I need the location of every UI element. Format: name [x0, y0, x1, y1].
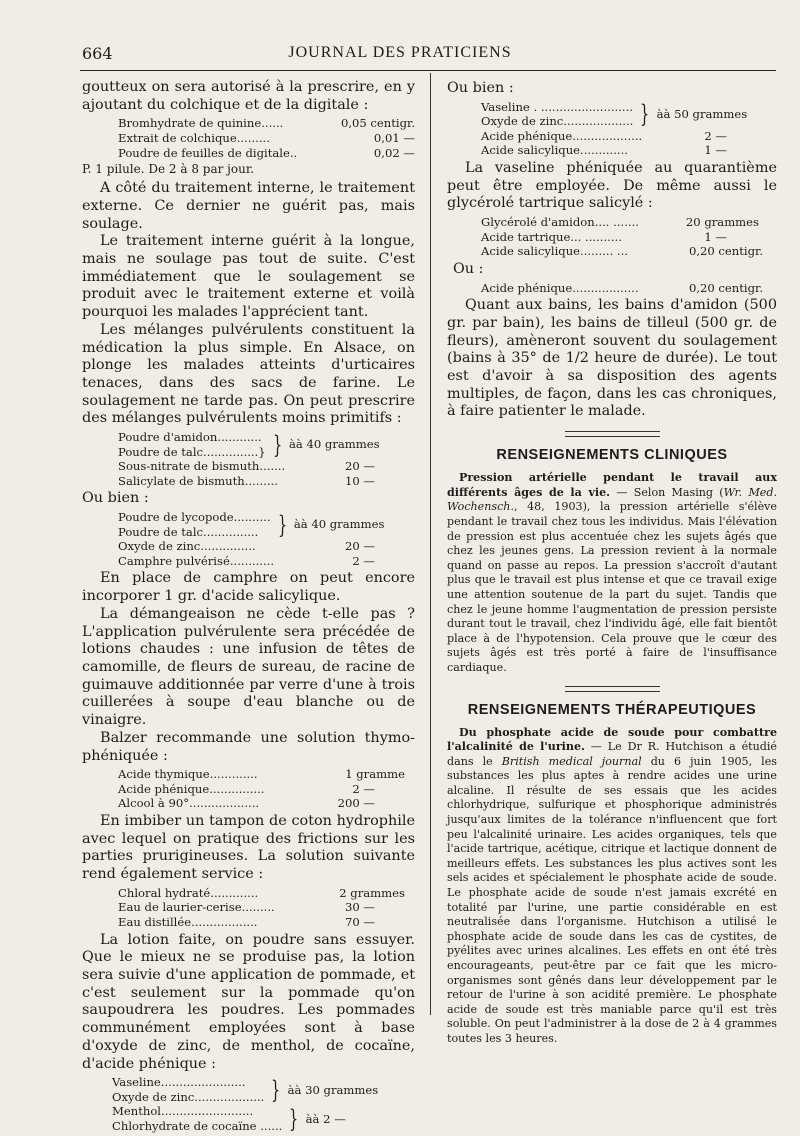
brace-glyph: }	[272, 430, 282, 459]
therapeutic-note: Du phosphate acide de soude pour combattre l'alcalinité de l'urine. — Le Dr R. Hutchison a étudié dans le British medical journal du 6 juin 1905, les substances les plus aptes à rendre acides une urine alcaline. Il résulte de ses essais que les acides chlorhydrique, sulfurique et phosphorique administrés jusqu'aux limites de la tolérance n'influencent que fort peu l'alcalinité urinaire. Les acides organiques, tels que l'acide tartrique, acétique, citrique et lactique donnent de meilleurs effets. Les substances les plus actives sont les sels acides et spécialement le phosphate acide de soude. Le phosphate acide de soude n'est jamais excrété en totalité par l'urine, une partie considérable en est neutralisée dans l'organisme. Hutchison a utilisé le phosphate acide de soude dans les cas de cystites, de pyélites avec urines alcalines. Les effets en ont été très encourageants, peut-être par ce fait que les micro-organismes sont gênés dans leur développement par le retour de l'urine à son acidité première. Le phosphate acide de soude est très maniable parce qu'il est très soluble. On peut l'administrer à la dose de 2 à 4 grammes toutes les 3 heures.	[447, 725, 777, 1045]
rx-line: Acide phénique.................. 0,20 centigr.	[481, 280, 763, 295]
paragraph: La vaseline phéniquée au quarantième peut être employée. De même aussi le glycérolé tartrique salicylé :	[447, 160, 777, 212]
rx-line: Acide phénique................... 2 —	[481, 128, 727, 143]
rx-line: Glycérolé d'amidon.... ....... 20 grammes	[481, 215, 759, 230]
page-header	[0, 0, 800, 72]
brace-glyph: }	[640, 100, 650, 129]
prescription-8	[481, 215, 777, 259]
rx-line: Chloral hydraté............. 2 grammes	[118, 885, 405, 900]
paragraph: A côté du traitement interne, le traitement externe. Ce dernier ne guérit pas, mais soulage.	[82, 180, 415, 232]
rx-line: Extrait de colchique......... 0,01 —	[118, 131, 415, 145]
paragraph: goutteux on sera autorisé à la prescrire, en y ajoutant du colchique et de la digitale :	[82, 79, 415, 113]
rx-line: Salicylate de bismuth......... 10 —	[118, 473, 375, 488]
or-label: Ou bien :	[82, 490, 149, 507]
rx-group: Poudre de lycopode.......... Poudre de talc............... } àà 40 grammes	[118, 510, 385, 539]
prescription-2	[118, 430, 415, 488]
rx-group: Poudre d'amidon............ Poudre de talc...............} } àà 40 grammes	[118, 430, 380, 459]
rx-group: Vaseline....................... Oxyde de zinc................... } àà 30 grammes	[112, 1075, 379, 1104]
rx-line: Acide phénique............... 2 —	[118, 781, 375, 796]
clinical-note: Pression artérielle pendant le travail aux différents âges de la vie. — Selon Masing (Wr. Med. Wochensch., 48, 1903), la pression artérielle s'élève pendant le travail chez tous les individus. Mais l'élévation de pression est plus accentuée chez les sujets âgés que chez les jeunes gens. La pression revient à la normale quand on passe au repos. La pression s'accroît d'autant plus que le travail est plus intense et que ce travail exige une attention soutenue de la part du sujet. Tandis que chez le jeune homme l'augmentation de pression persiste durant tout le travail, chez l'individu âgé, elle fait bientôt place à de l'hypotension. Cela prouve que le cœur des sujets âgés est très porté à faire de l'insuffisance cardiaque.	[447, 471, 777, 674]
brace-glyph: }	[277, 510, 287, 539]
prescription-9	[481, 281, 777, 296]
paragraph: Balzer recommande une solution thymo-phéniquée :	[82, 729, 415, 764]
rx-group: Vaseline . ......................... Oxyde de zinc................... } àà 50 grammes	[481, 99, 748, 129]
paragraph: En place de camphre on peut encore incorporer 1 gr. d'acide salicylique.	[82, 570, 415, 605]
paragraph: La lotion faite, on poudre sans essuyer. Que le mieux ne se produise pas, la lotion sera suivie d'une application de pommade, et c'est seulement sur la pommade qu'on saupoudrera les poudres. Les pommades communément employées sont à base d'oxyde de zinc, de menthol, de cocaïne, d'acide phénique :	[82, 931, 415, 1072]
rx-line: Camphre pulvérisé............ 2 —	[118, 553, 375, 568]
section-rule	[565, 686, 660, 692]
column-divider	[430, 73, 431, 1015]
paragraph: Quant aux bains, les bains d'amidon (500 gr. par bain), les bains de tilleul (500 gr. de fleurs), amèneront souvent du soulagement (bains à 35° de 1/2 heure de durée). Le tout est d'avoir à sa disposition des agents multiples, de façon, dans les cas chroniques, à faire patienter le malade.	[447, 297, 777, 420]
rx-line: Acide salicylique............. 1 —	[481, 143, 727, 158]
or-label: Ou bien :	[447, 80, 514, 96]
prescription-6	[112, 1075, 415, 1133]
section-title-clinical: RENSEIGNEMENTS CLINIQUES	[496, 447, 728, 464]
prescription-5	[118, 886, 415, 930]
rx-line: Alcool à 90°................... 200 —	[118, 796, 375, 811]
rx-line: Acide thymique............. 1 gramme	[118, 767, 405, 782]
rx-line: Eau de laurier-cerise......... 30 —	[118, 900, 375, 915]
brace-glyph: }	[271, 1075, 281, 1104]
brace-glyph: }	[289, 1105, 299, 1133]
section-rule	[565, 431, 660, 437]
section-title-therapeutic: RENSEIGNEMENTS THÉRAPEUTIQUES	[467, 701, 757, 718]
page-number: 664	[82, 44, 113, 63]
rx-line: Poudre de feuilles de digitale.. 0,02 —	[118, 145, 415, 160]
journal-title: JOURNAL DES PRATICIENS	[288, 44, 512, 61]
rx-group: Menthol......................... Chlorhydrate de cocaïne ...... } àà 2 —	[112, 1104, 346, 1133]
prescription-4	[118, 767, 415, 811]
header-rule	[80, 70, 776, 71]
or-label: Ou :	[453, 260, 484, 277]
rx-line: Acide tartrique... .......... 1 —	[481, 229, 727, 244]
prescription-3	[118, 510, 415, 568]
right-column	[447, 79, 777, 1047]
prescription-7	[481, 100, 777, 158]
rx-line: Bromhydrate de quinine...... 0,05 centigr.	[118, 116, 415, 131]
paragraph: Les mélanges pulvérulents constituent la médication la plus simple. En Alsace, on plonge les malades atteints d'urticaires tenaces, dans des sacs de farine. Le soulagement ne tarde pas. On peut prescrire des mélanges pulvérulents moins primitifs :	[82, 321, 415, 427]
dosage-note: P. 1 pilule. De 2 à 8 par jour.	[82, 162, 255, 177]
rx-line: Oxyde de zinc............... 20 —	[118, 539, 375, 554]
prescription-1	[118, 116, 415, 160]
rx-line: Eau distillée.................. 70 —	[118, 915, 375, 929]
rx-line: Sous-nitrate de bismuth....... 20 —	[118, 459, 375, 474]
paragraph: Le traitement interne guérit à la longue, mais ne soulage pas tout de suite. C'est immédiatement que le soulagement se produit avec le traitement externe et voilà pourquoi les malades l'apprécient tant.	[82, 233, 415, 321]
rx-line: Acide salicylique......... ... 0,20 centigr.	[481, 244, 763, 259]
paragraph: En imbiber un tampon de coton hydrophile avec lequel on pratique des frictions sur les parties prurigineuses. La solution suivante rend également service :	[82, 813, 415, 883]
left-column	[82, 79, 415, 1136]
paragraph: La démangeaison ne cède t-elle pas ? L'application pulvérulente sera précédée de lotions chaudes : une infusion de têtes de camomille, de fleurs de sureau, de racine de guimauve additionnée par verre d'une à trois cuillerées à soupe d'eau blanche ou de vinaigre.	[82, 605, 415, 729]
